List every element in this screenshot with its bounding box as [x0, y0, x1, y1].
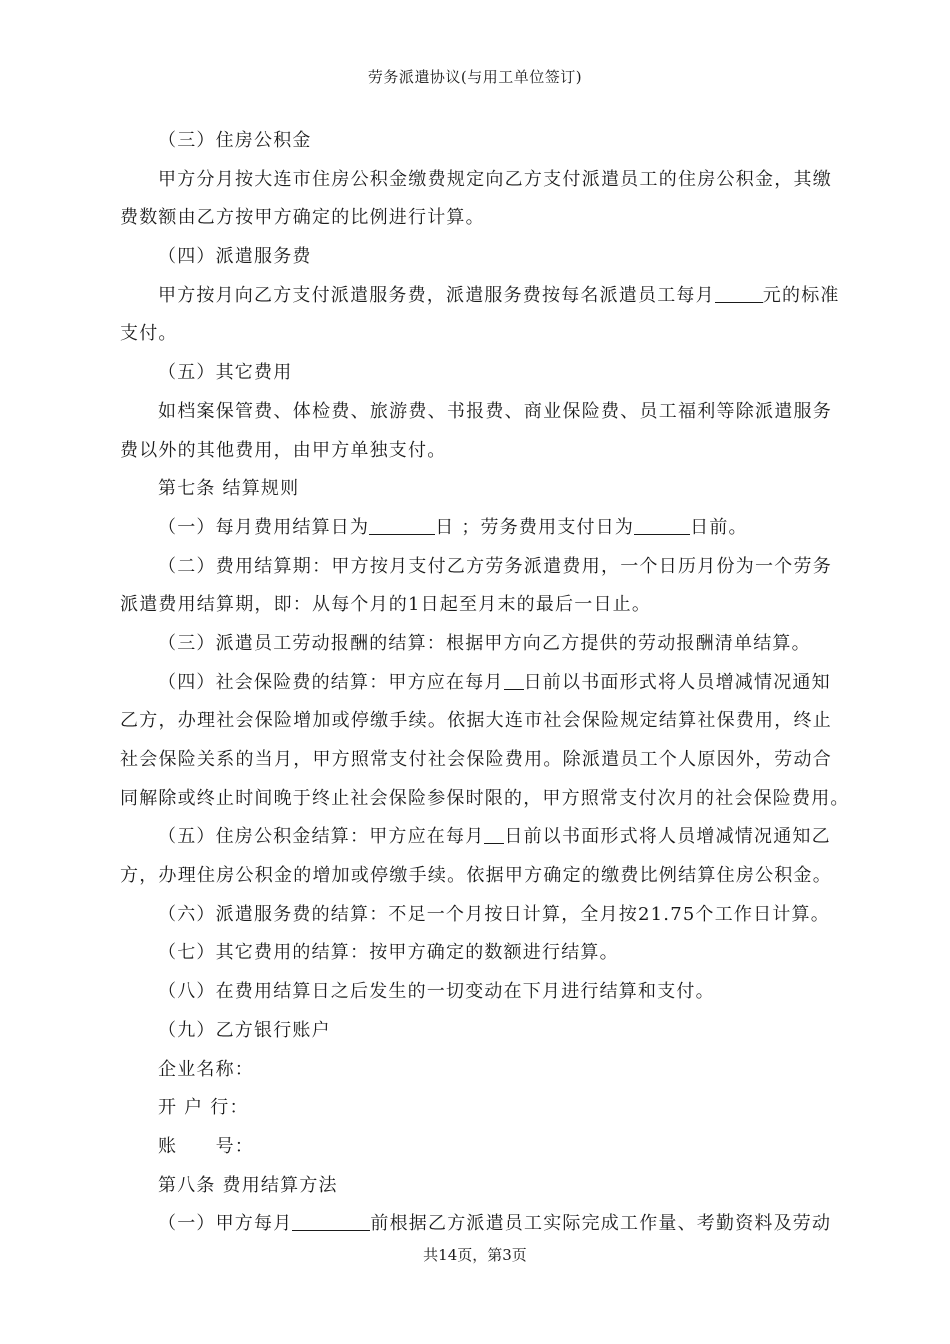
text-segment: （五）住房公积金结算：甲方应在每月: [158, 826, 485, 848]
paragraph-line: 社会保险关系的当月，甲方照常支付社会保险费用。除派遣员工个人原因外，劳动合: [120, 749, 832, 770]
field-label: 企业名称：: [158, 1058, 254, 1080]
paragraph-line: （八）在费用结算日之后发生的一切变动在下月进行结算和支付。: [158, 981, 715, 1003]
section-heading: （九）乙方银行账户: [158, 1019, 331, 1041]
page-header: 劳务派遣协议(与用工单位签订): [367, 68, 583, 86]
fill-blank: [634, 516, 690, 535]
text-segment: 日前以书面形式将人员增减情况通知: [523, 671, 831, 693]
text-segment: （一）每月费用结算日为: [158, 516, 370, 538]
paragraph-line: [120, 818, 832, 857]
paragraph-line: （六）派遣服务费的结算：不足一个月按日计算，全月按21.75个工作日计算。: [158, 903, 830, 925]
fill-blank: [484, 825, 504, 844]
text-segment: （四）社会保险费的结算：甲方应在每月: [158, 671, 504, 693]
text-segment: 元的标准: [762, 284, 840, 306]
paragraph-line: （三）派遣员工劳动报酬的结算：根据甲方向乙方提供的劳动报酬清单结算。: [158, 632, 811, 654]
page-footer: 共14页，第3页: [423, 1246, 527, 1264]
paragraph-line: [120, 509, 832, 548]
text-segment: 甲方按月向乙方支付派遣服务费，派遣服务费按每名派遣员工每月: [158, 284, 715, 306]
paragraph-line: （二）费用结算期：甲方按月支付乙方劳务派遣费用，一个日历月份为一个劳务: [158, 555, 832, 577]
document-body: [120, 122, 850, 1244]
paragraph-line: 乙方，办理社会保险增加或停缴手续。依据大连市社会保险规定结算社保费用，终止: [120, 710, 832, 732]
article-heading: 第七条 结算规则: [158, 478, 300, 500]
paragraph-line: 方，办理住房公积金的增加或停缴手续。依据甲方确定的缴费比例结算住房公积金。: [120, 865, 832, 887]
section-heading: （四）派遣服务费: [158, 246, 312, 268]
paragraph-line: 如档案保管费、体检费、旅游费、书报费、商业保险费、员工福利等除派遣服务: [158, 400, 832, 422]
paragraph-line: 派遣费用结算期，即：从每个月的1日起至月末的最后一日止。: [120, 594, 652, 616]
text-segment: 前根据乙方派遣员工实际完成工作量、考勤资料及劳动: [370, 1213, 832, 1235]
paragraph-line: 支付。: [120, 323, 178, 345]
field-label: 账 号：: [158, 1135, 254, 1157]
fill-blank: [369, 516, 435, 535]
section-heading: （五）其它费用: [158, 362, 293, 384]
field-label: 开 户 行：: [158, 1097, 249, 1119]
paragraph-line: 费以外的其他费用，由甲方单独支付。: [120, 439, 447, 461]
text-segment: （一）甲方每月: [158, 1213, 293, 1235]
paragraph-line: 甲方分月按大连市住房公积金缴费规定向乙方支付派遣员工的住房公积金，其缴: [158, 168, 832, 190]
text-segment: 日前以书面形式将人员增减情况通知乙: [504, 826, 831, 848]
paragraph-line: [120, 664, 832, 703]
fill-blank: [715, 284, 763, 303]
paragraph-line: （七）其它费用的结算：按甲方确定的数额进行结算。: [158, 942, 619, 964]
text-segment: 日 ；劳务费用支付日为: [435, 516, 635, 538]
fill-blank: [292, 1212, 370, 1231]
text-segment: 日前。: [690, 516, 748, 538]
paragraph-line: [120, 1205, 832, 1244]
article-heading: 第八条 费用结算方法: [158, 1174, 338, 1196]
paragraph-line: 费数额由乙方按甲方确定的比例进行计算。: [120, 207, 485, 229]
fill-blank: [504, 671, 524, 690]
paragraph-line: [120, 277, 840, 316]
section-heading: （三）住房公积金: [158, 130, 312, 151]
paragraph-line: 同解除或终止时间晚于终止社会保险参保时限的，甲方照常支付次月的社会保险费用。: [120, 787, 850, 809]
